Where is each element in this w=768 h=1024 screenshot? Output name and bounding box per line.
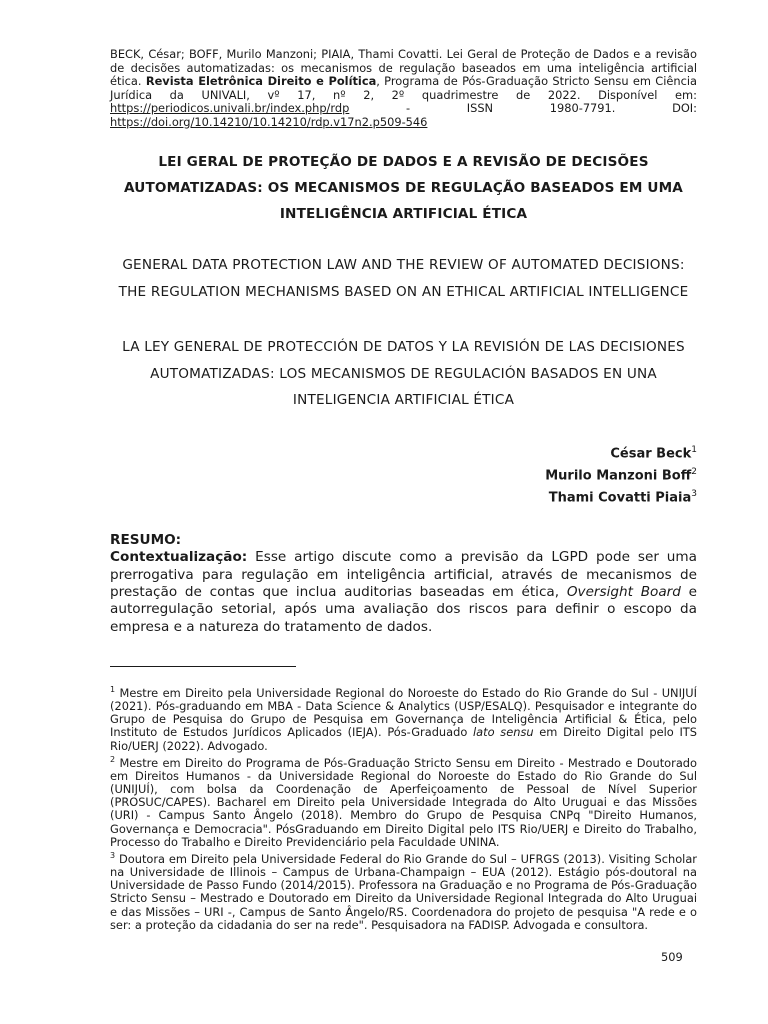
author-1: [110, 441, 697, 463]
footnotes: [110, 683, 697, 932]
footnote-3: [110, 849, 697, 932]
abstract-label: Contextualização:: [110, 549, 248, 566]
footnote-1: [110, 683, 697, 753]
author-name: César Beck: [610, 445, 692, 461]
paper-page: [110, 48, 697, 636]
author-3: [110, 485, 697, 507]
footnote-text: Doutora em Direito pela Universidade Federal do Rio Grande do Sul – UFRGS (2013). Visiting Scholar na Universidade de Illinois – Campus de Urbana-Champaign – EUA (2012). Estágio pós-doutoral na Universidade de Passo Fundo (2014/2015). Professora na Graduação e no Programa de Pós-Graduação Stricto Sensu – Mestrado e Doutorado em Direito da Universidade Regional Integrada do Alto Uruguai e das Missões – URI -, Campus de Santo Ângelo/RS. Coordenadora do projeto de pesquisa "A rede e o ser: a proteção da cidadania do ser na rede". Pesquisadora na FADISP. Advogada e consultora.: [110, 851, 697, 932]
footnote-text: em Direito Digital pelo ITS Rio/UERJ (2022). Advogado.: [110, 725, 697, 753]
citation-details: , Programa de Pós-Graduação Stricto Sensu em Ciência Jurídica da UNIVALI, vº 17, nº 2, 2º quadrimestre de 2022. Disponível em:: [110, 74, 698, 102]
journal-url-link[interactable]: https://periodicos.univali.br/index.php/rdp: [110, 101, 350, 115]
abstract-body: [110, 549, 697, 635]
abstract-text-1: Esse artigo discute como a previsão da LGPD pode ser uma prerrogativa para regulação em inteligência artificial, através de mecanismos de prestação de contas que inclua auditorias baseadas em ética,: [110, 549, 697, 601]
citation-block: [110, 48, 697, 129]
footnote-number: 2: [110, 754, 116, 764]
footnote-mark-1[interactable]: 1: [691, 444, 697, 455]
abstract-text-2: e autorregulação setorial, após uma avaliação dos riscos para definir o escopo da empresa e a natureza do tratamento de dados.: [110, 584, 697, 635]
journal-name: Revista Eletrônica Direito e Política: [145, 74, 377, 88]
doi-link[interactable]: https://doi.org/10.14210/10.14210/rdp.v17n2.p509-546: [110, 114, 428, 129]
title-spanish: LA LEY GENERAL DE PROTECCIÓN DE DATOS Y LA REVISIÓN DE LAS DECISIONES AUTOMATIZADAS: LOS MECANISMOS DE REGULACIÓN BASADOS EN UNA INTELIGENCIA ARTIFICIAL ÉTICA: [122, 339, 685, 408]
author-list: [110, 441, 697, 508]
citation-authors: BECK, César; BOFF, Murilo Manzoni; PIAIA, Thami Covatti. Lei Geral de Proteção de Dados e a revisão de decisões automatizadas: os mecanismos de regulação baseados em uma inteligência artificial ética.: [110, 47, 697, 88]
author-name: Murilo Manzoni Boff: [545, 468, 692, 484]
author-name: Thami Covatti Piaia: [548, 490, 692, 506]
footnote-mark-3[interactable]: 3: [691, 489, 697, 500]
citation-issn: - ISSN 1980-7791. DOI:: [349, 101, 697, 115]
footnote-divider: [110, 666, 296, 667]
footnote-number: 3: [110, 851, 116, 861]
footnote-2: [110, 753, 697, 849]
footnote-text: Mestre em Direito do Programa de Pós-Graduação Stricto Sensu em Direito - Mestrado e Doutorado em Direitos Humanos - da Universidade Regional do Noroeste do Estado do Rio Grande do Sul (UNIJUÍ), com bolsa da Coordenação de Aperfeiçoamento de Pessoal de Nível Superior (PROSUC/CAPES). Bacharel em Direito pela Universidade Integrada do Alto Uruguai e das Missões (URI) - Campus Santo Ângelo (2018). Membro do Grupo de Pesquisa CNPq "Direito Humanos, Governança e Democracia". PósGraduando em Direito Digital pelo ITS Rio/UERJ e Direito do Trabalho, Processo do Trabalho e Direito Previdenciário pela Faculdade UNINA.: [110, 755, 697, 849]
author-2: [110, 463, 697, 485]
footnote-text: Mestre em Direito pela Universidade Regional do Noroeste do Estado do Rio Grande do Sul - UNIJUÍ (2021). Pós-graduando em MBA - Data Science & Analytics (USP/ESALQ). Pesquisador e integrante do Grupo de Pesquisa do Grupo de Pesquisa em Governança de Inteligência Artificial & Ética, pelo Instituto de Estudos Jurídicos Aplicados (IEJA). Pós-Graduado: [110, 685, 697, 740]
title-portuguese: LEI GERAL DE PROTEÇÃO DE DADOS E A REVISÃO DE DECISÕES AUTOMATIZADAS: OS MECANISMOS DE REGULAÇÃO BASEADOS EM UMA INTELIGÊNCIA ARTIFICIAL ÉTICA: [124, 154, 683, 222]
footnote-mark-2[interactable]: 2: [691, 466, 697, 477]
abstract-heading: RESUMO:: [110, 532, 182, 549]
page-number: 509: [661, 950, 683, 964]
footnote-number: 1: [110, 685, 116, 694]
footnote-emphasis: lato sensu: [473, 725, 534, 740]
title-english: GENERAL DATA PROTECTION LAW AND THE REVIEW OF AUTOMATED DECISIONS: THE REGULATION MECHANISMS BASED ON AN ETHICAL ARTIFICIAL INTELLIGENCE: [118, 257, 689, 300]
abstract-emphasis: Oversight Board: [566, 584, 681, 601]
